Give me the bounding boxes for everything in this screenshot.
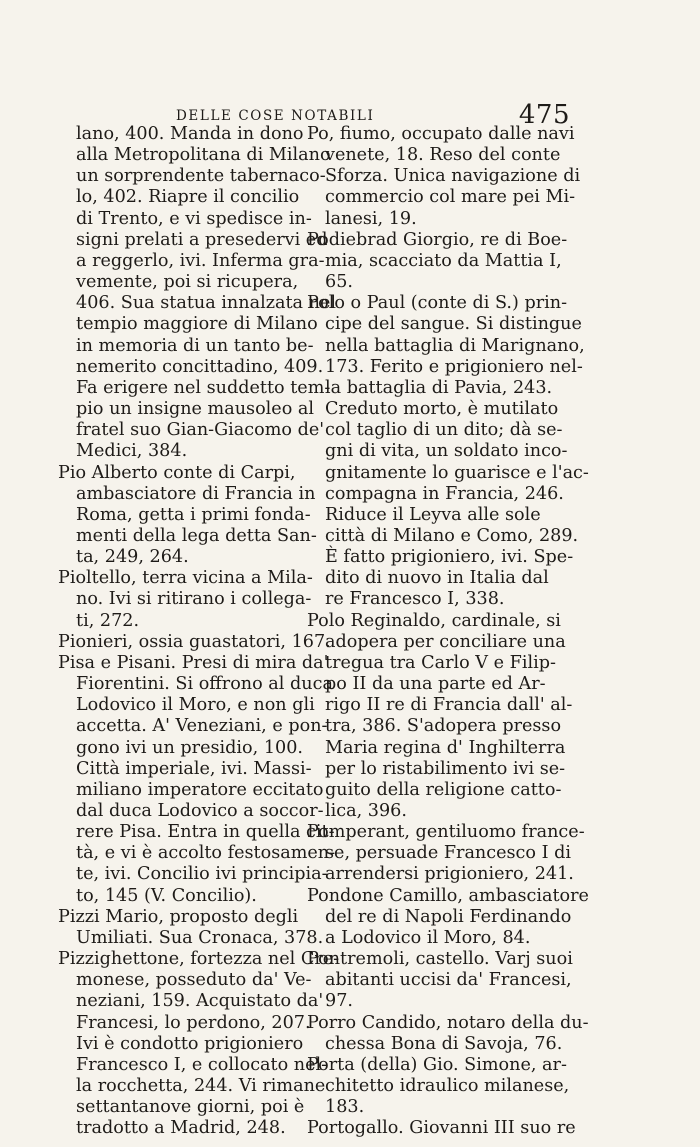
index-line: abitanti uccisi da' Francesi, (325, 970, 572, 991)
index-line: tà, e vi è accolto festosamen- (76, 843, 336, 864)
index-line: nemerito concittadino, 409. (76, 356, 324, 377)
index-line: Fiorentini. Si offrono al duca (76, 674, 333, 695)
page-number: 475 (518, 100, 570, 130)
index-line: Francesco I, e collocato nel- (76, 1054, 328, 1075)
index-line: no. Ivi si ritirano i collega- (76, 589, 312, 610)
index-line: lica, 396. (325, 801, 407, 821)
index-line: re Francesco I, 338. (325, 589, 505, 610)
index-line: a reggerlo, ivi. Inferma gra- (76, 250, 325, 271)
index-line: chitetto idraulico milanese, (325, 1076, 570, 1097)
index-line: la battaglia di Pavia, 243. (325, 377, 553, 398)
index-line: accetta. A' Veneziani, e pon- (76, 716, 328, 737)
index-line: miliano imperatore eccitato (76, 779, 324, 800)
index-entry-head: Pizzighettone, fortezza nel Cre- (58, 949, 340, 970)
index-line: pio un insigne mausoleo al (76, 399, 315, 420)
index-entry-head: Polo o Paul (conte di S.) prin- (307, 293, 568, 314)
index-entry-head: Pio Alberto conte di Carpi, (58, 462, 296, 483)
index-line: Roma, getta i primi fonda- (76, 504, 311, 525)
running-title: DELLE COSE NOTABILI (176, 108, 375, 124)
index-line: lanesi, 19. (325, 208, 417, 229)
index-line: te, ivi. Concilio ivi principia- (76, 864, 328, 885)
index-entry-head: Polo Reginaldo, cardinale, si (307, 610, 561, 631)
index-line: alla Metropolitana di Milano (76, 145, 331, 166)
index-line: dal duca Lodovico a soccor- (76, 801, 324, 821)
index-entry-head: Pizzi Mario, proposto degli (58, 906, 299, 927)
index-line: per lo ristabilimento ivi se- (325, 758, 566, 779)
index-line: città di Milano e Como, 289. (325, 525, 579, 546)
index-entry-head: Porta (della) Gio. Simone, ar- (307, 1054, 567, 1075)
index-line: arrendersi prigioniero, 241. (325, 864, 574, 885)
index-line: col taglio di un dito; dà se- (325, 420, 563, 441)
index-line: chessa Bona di Savoja, 76. (325, 1033, 563, 1054)
index-line: rere Pisa. Entra in quella cit- (76, 822, 335, 843)
index-entry-head: Portogallo. Giovanni III suo re (307, 1118, 576, 1139)
index-line: ti, 272. (76, 610, 140, 631)
index-line: cipe del sangue. Si distingue (325, 314, 582, 335)
index-line: gnitamente lo guarisce e l'ac- (325, 462, 589, 483)
index-line: monese, posseduto da' Ve- (76, 970, 312, 991)
index-line: po II da una parte ed Ar- (325, 674, 546, 695)
index-line: in memoria di un tanto be- (76, 335, 314, 356)
index-line: È fatto prigioniero, ivi. Spe- (325, 547, 574, 568)
index-line: compagna in Francia, 246. (325, 483, 564, 504)
index-line: Creduto morto, è mutilato (325, 399, 559, 420)
index-line: signi prelati a presedervi ed (76, 229, 328, 250)
index-line: lo, 402. Riapre il concilio (76, 187, 300, 208)
index-line: adopera per conciliare una (325, 631, 566, 652)
index-entry-head: Pontremoli, castello. Varj suoi (307, 949, 573, 970)
index-entry-head: Porro Candido, notaro della du- (307, 1012, 589, 1033)
index-line: menti della lega detta San- (76, 525, 317, 546)
index-line: 65. (325, 272, 353, 293)
index-line: a Lodovico il Moro, 84. (325, 927, 531, 948)
index-line: tra, 386. S'adopera presso (325, 716, 562, 737)
index-line: vemente, poi si ricupera, (76, 272, 299, 293)
index-line: tempio maggiore di Milano (76, 314, 318, 335)
index-line: 97. (325, 991, 353, 1012)
right-column (307, 124, 589, 1140)
index-line: ta, 249, 264. (76, 547, 189, 568)
index-line: mia, scacciato da Mattia I, (325, 250, 562, 271)
index-line: Lodovico il Moro, e non gli (76, 695, 315, 716)
index-line: Maria regina d' Inghilterra (325, 737, 566, 758)
index-line: tregua tra Carlo V e Filip- (325, 652, 556, 673)
index-entry-head: Pioltello, terra vicina a Mila- (58, 568, 313, 589)
index-entry-head: Pionieri, ossia guastatori, 167. (58, 631, 331, 652)
index-entry-head: Po, fiumo, occupato dalle navi (307, 124, 575, 144)
index-line: 406. Sua statua innalzata nel (76, 293, 336, 314)
index-entry-head: Pondone Camillo, ambasciatore (307, 885, 589, 906)
index-line: gono ivi un presidio, 100. (76, 737, 303, 758)
index-line: commercio col mare pei Mi- (325, 187, 576, 208)
index-line: neziani, 159. Acquistato da' (76, 991, 324, 1012)
index-line: 183. (325, 1097, 365, 1118)
index-line: Umiliati. Sua Cronaca, 378. (76, 927, 324, 948)
index-line: to, 145 (V. Concilio). (76, 885, 257, 906)
index-line: del re di Napoli Ferdinando (325, 906, 572, 927)
index-line: guito della religione catto- (325, 779, 562, 800)
index-line: Francesi, lo perdono, 207. (76, 1012, 311, 1033)
index-line: la rocchetta, 244. Vi rimane (76, 1076, 326, 1097)
index-line: settantanove giorni, poi è (76, 1097, 305, 1118)
index-line: Ivi è condotto prigioniero (76, 1033, 304, 1054)
index-line: Sforza. Unica navigazione di (325, 166, 581, 187)
index-line: Medici, 384. (76, 441, 188, 462)
index-line: tradotto a Madrid, 248. (76, 1118, 286, 1139)
index-line: lano, 400. Manda in dono (76, 124, 304, 144)
index-line: venete, 18. Reso del conte (325, 145, 561, 166)
index-entry-head: Podiebrad Giorgio, re di Boe- (307, 229, 568, 250)
index-line: di Trento, e vi spedisce in- (76, 208, 312, 229)
index-line: fratel suo Gian-Giacomo de' (76, 420, 325, 441)
index-line: se, persuade Francesco I di (325, 843, 572, 864)
index-entry-head: Pisa e Pisani. Presi di mira da' (58, 652, 329, 673)
index-line: ambasciatore di Francia in (76, 483, 316, 504)
index-line: nella battaglia di Marignano, (325, 335, 585, 356)
index-line: Riduce il Leyva alle sole (325, 504, 541, 525)
index-line: dito di nuovo in Italia dal (325, 568, 549, 589)
index-line: gni di vita, un soldato inco- (325, 441, 568, 462)
index-line: 173. Ferito e prigioniero nel- (325, 356, 583, 377)
index-line: Fa erigere nel suddetto tem- (76, 377, 331, 398)
index-line: Città imperiale, ivi. Massi- (76, 758, 312, 779)
index-line: rigo II re di Francia dall' al- (325, 695, 573, 716)
index-entry-head: Pomperant, gentiluomo france- (307, 822, 585, 843)
index-line: un sorprendente tabernaco- (76, 166, 326, 187)
